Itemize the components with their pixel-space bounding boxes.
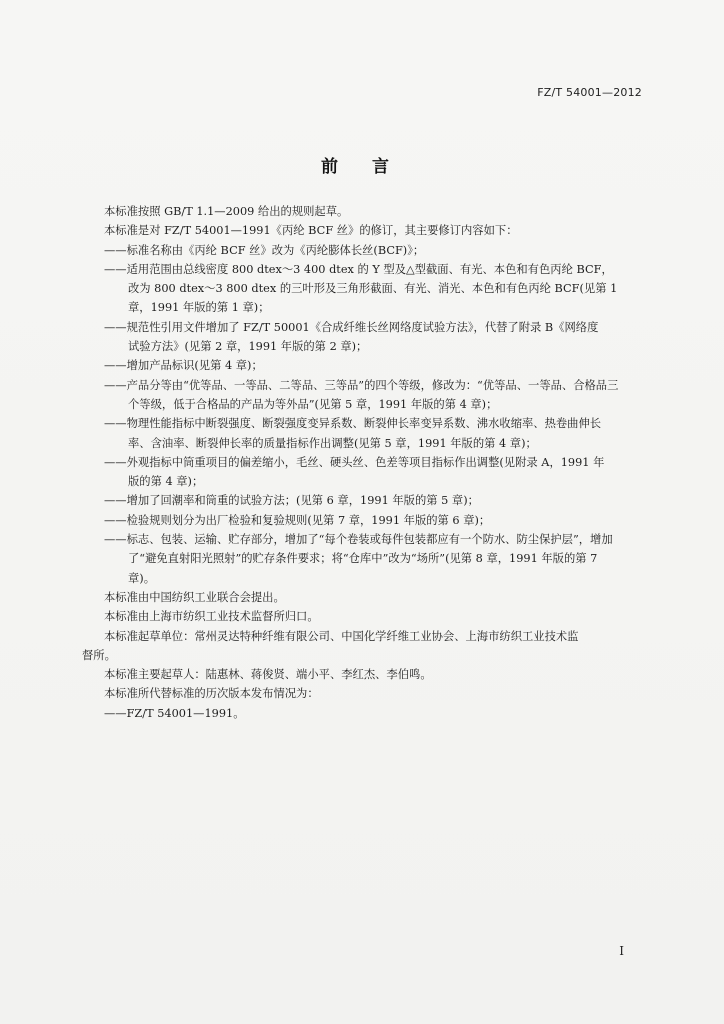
revision-item-continued: 试验方法》(见第 2 章，1991 年版的第 2 章)； xyxy=(128,340,368,354)
revision-item-continued: 改为 800 dtex～3 800 dtex 的三叶形及三角形截面、有光、消光、本色和有色丙纶 BCF(见第 1 xyxy=(128,282,618,296)
foreword-body xyxy=(82,202,642,723)
standard-code: FZ/T 54001—2012 xyxy=(537,86,642,99)
paragraph: 本标准按照 GB/T 1.1—2009 给出的规则起草。 xyxy=(104,205,349,218)
revision-item: ——外观指标中筒重项目的偏差缩小，毛丝、硬头丝、色差等项目指标作出调整(见附录 A，1991 年 xyxy=(104,455,605,469)
revision-item: ——物理性能指标中断裂强度、断裂强度变异系数、断裂伸长率变异系数、沸水收缩率、热卷曲伸长 xyxy=(104,417,602,431)
paragraph-continued: 督所。 xyxy=(82,648,116,662)
revision-item-continued: 章，1991 年版的第 1 章)； xyxy=(128,301,270,315)
revision-item: ——标志、包装、运输、贮存部分，增加了“每个卷装或每件包装都应有一个防水、防尘保护层”，增加 xyxy=(104,533,613,547)
revision-item: ——检验规则划分为出厂检验和复验规则(见第 7 章，1991 年版的第 6 章)； xyxy=(104,513,491,527)
revision-item: ——规范性引用文件增加了 FZ/T 50001《合成纤维长丝网络度试验方法》，代替了附录 B《网络度 xyxy=(104,320,599,334)
paragraph: 本标准起草单位：常州灵达特种纤维有限公司、中国化学纤维工业协会、上海市纺织工业技术监 xyxy=(104,629,579,643)
revision-item-continued: 个等级，低于合格品的产品为等外品”(见第 5 章，1991 年版的第 4 章)； xyxy=(128,397,498,411)
revision-item: ——增加产品标识(见第 4 章)； xyxy=(104,359,263,373)
paragraph: 本标准由中国纺织工业联合会提出。 xyxy=(104,590,285,604)
paragraph: 本标准由上海市纺织工业技术监督所归口。 xyxy=(104,610,319,624)
revision-item: ——适用范围由总线密度 800 dtex～3 400 dtex 的 Y 型及△型截面、有光、本色和有色丙纶 BCF， xyxy=(104,262,613,276)
revision-item-continued: 了“避免直射阳光照射”的贮存条件要求；将“仓库中”改为“场所”(见第 8 章，1991 年版的第 7 xyxy=(128,552,598,566)
revision-item: ——增加了回潮率和筒重的试验方法；(见第 6 章，1991 年版的第 5 章)； xyxy=(104,494,479,508)
paragraph: 本标准主要起草人：陆惠林、蒋俊贤、端小平、李红杰、李伯鸣。 xyxy=(104,668,432,682)
revision-item-continued: 章)。 xyxy=(128,571,156,585)
revision-item: ——标准名称由《丙纶 BCF 丝》改为《丙纶膨体长丝(BCF)》； xyxy=(104,243,425,257)
paragraph: 本标准所代替标准的历次版本发布情况为： xyxy=(104,687,319,701)
paragraph: 本标准是对 FZ/T 54001—1991《丙纶 BCF 丝》的修订，其主要修订内容如下： xyxy=(104,224,518,238)
revision-item-continued: 版的第 4 章)； xyxy=(128,475,204,489)
revision-item: ——产品分等由“优等品、一等品、二等品、三等品”的四个等级，修改为：“优等品、一等品、合格品三 xyxy=(104,378,619,392)
page-number: I xyxy=(619,944,624,958)
page-title: 前 言 xyxy=(321,157,403,177)
revision-item: ——FZ/T 54001—1991。 xyxy=(104,706,245,720)
revision-item-continued: 率、含油率、断裂伸长率的质量指标作出调整(见第 5 章，1991 年版的第 4 章)； xyxy=(128,436,537,450)
